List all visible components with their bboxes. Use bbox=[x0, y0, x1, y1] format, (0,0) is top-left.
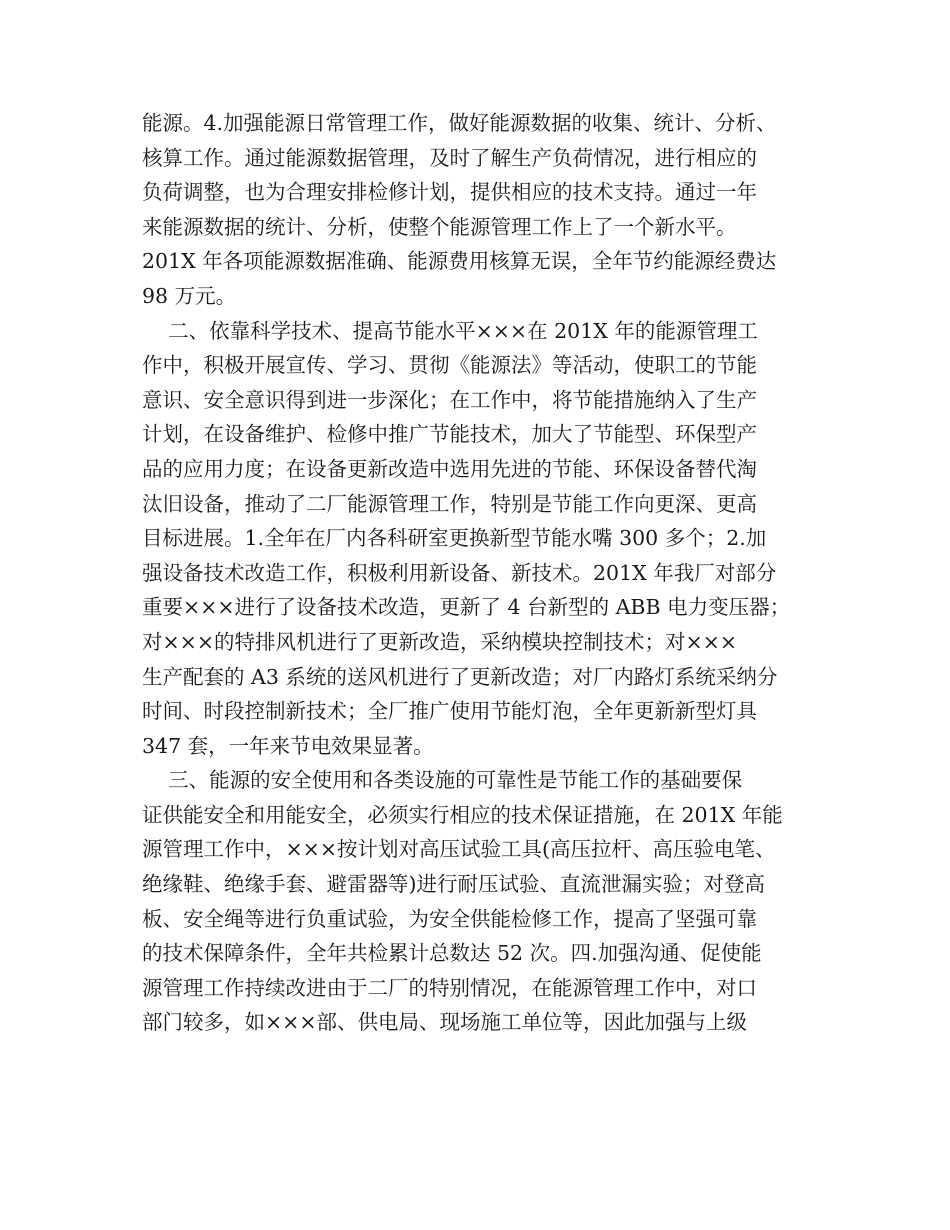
text-line: 意识、安全意识得到进一步深化；在工作中，将节能措施纳入了生产 bbox=[142, 387, 757, 412]
text-line: 负荷调整，也为合理安排检修计划，提供相应的技术支持。通过一年 bbox=[142, 180, 757, 205]
body-text bbox=[142, 106, 822, 1040]
text-line: 板、安全绳等进行负重试验，为安全供能检修工作，提高了坚强可靠 bbox=[142, 906, 757, 931]
text-line: 来能源数据的统计、分析，使整个能源管理工作上了一个新水平。 bbox=[142, 214, 737, 239]
text-line: 201X 年各项能源数据准确、能源费用核算无误，全年节约能源经费达 bbox=[142, 249, 777, 274]
text-line: 强设备技术改造工作，积极利用新设备、新技术。201X 年我厂对部分 bbox=[142, 560, 777, 585]
text-line: 作中，积极开展宣传、学习、贯彻《能源法》等活动，使职工的节能 bbox=[142, 353, 757, 378]
text-line: 证供能安全和用能安全，必须实行相应的技术保证措施，在 201X 年能 bbox=[142, 802, 783, 827]
text-line: 三、能源的安全使用和各类设施的可靠性是节能工作的基础要保 bbox=[142, 768, 743, 793]
text-line: 品的应用力度；在设备更新改造中选用先进的节能、环保设备替代淘 bbox=[142, 456, 757, 481]
text-line: 汰旧设备，推动了二厂能源管理工作，特别是节能工作向更深、更高 bbox=[142, 491, 757, 516]
text-line: 重要×××进行了设备技术改造，更新了 4 台新型的 ABB 电力变压器； bbox=[142, 595, 791, 620]
text-line: 的技术保障条件，全年共检累计总数达 52 次。四.加强沟通、促使能 bbox=[142, 941, 762, 966]
text-line: 347 套，一年来节电效果显著。 bbox=[142, 733, 434, 758]
text-line: 绝缘鞋、绝缘手套、避雷器等)进行耐压试验、直流泄漏实验；对登高 bbox=[142, 872, 765, 897]
text-line: 部门较多，如×××部、供电局、现场施工单位等，因此加强与上级 bbox=[142, 1010, 748, 1035]
text-line: 源管理工作中，×××按计划对高压试验工具(高压拉杆、高压验电笔、 bbox=[142, 837, 776, 862]
text-line: 生产配套的 A3 系统的送风机进行了更新改造；对厂内路灯系统采纳分 bbox=[142, 664, 778, 689]
text-line: 对×××的特排风机进行了更新改造，采纳模块控制技术；对××× bbox=[142, 629, 738, 654]
text-line: 时间、时段控制新技术；全厂推广使用节能灯泡，全年更新新型灯具 bbox=[142, 699, 757, 724]
text-line: 98 万元。 bbox=[142, 283, 237, 308]
text-line: 计划，在设备维护、检修中推广节能技术，加大了节能型、环保型产 bbox=[142, 422, 757, 447]
text-line: 源管理工作持续改进由于二厂的特别情况，在能源管理工作中，对口 bbox=[142, 975, 757, 1000]
text-line: 二、依靠科学技术、提高节能水平×××在 201X 年的能源管理工 bbox=[142, 318, 758, 343]
text-line: 目标进展。1.全年在厂内各科研室更换新型节能水嘴 300 多个；2.加 bbox=[142, 526, 767, 551]
text-line: 核算工作。通过能源数据管理，及时了解生产负荷情况，进行相应的 bbox=[142, 145, 757, 170]
text-line: 能源。4.加强能源日常管理工作，做好能源数据的收集、统计、分析、 bbox=[142, 111, 777, 135]
